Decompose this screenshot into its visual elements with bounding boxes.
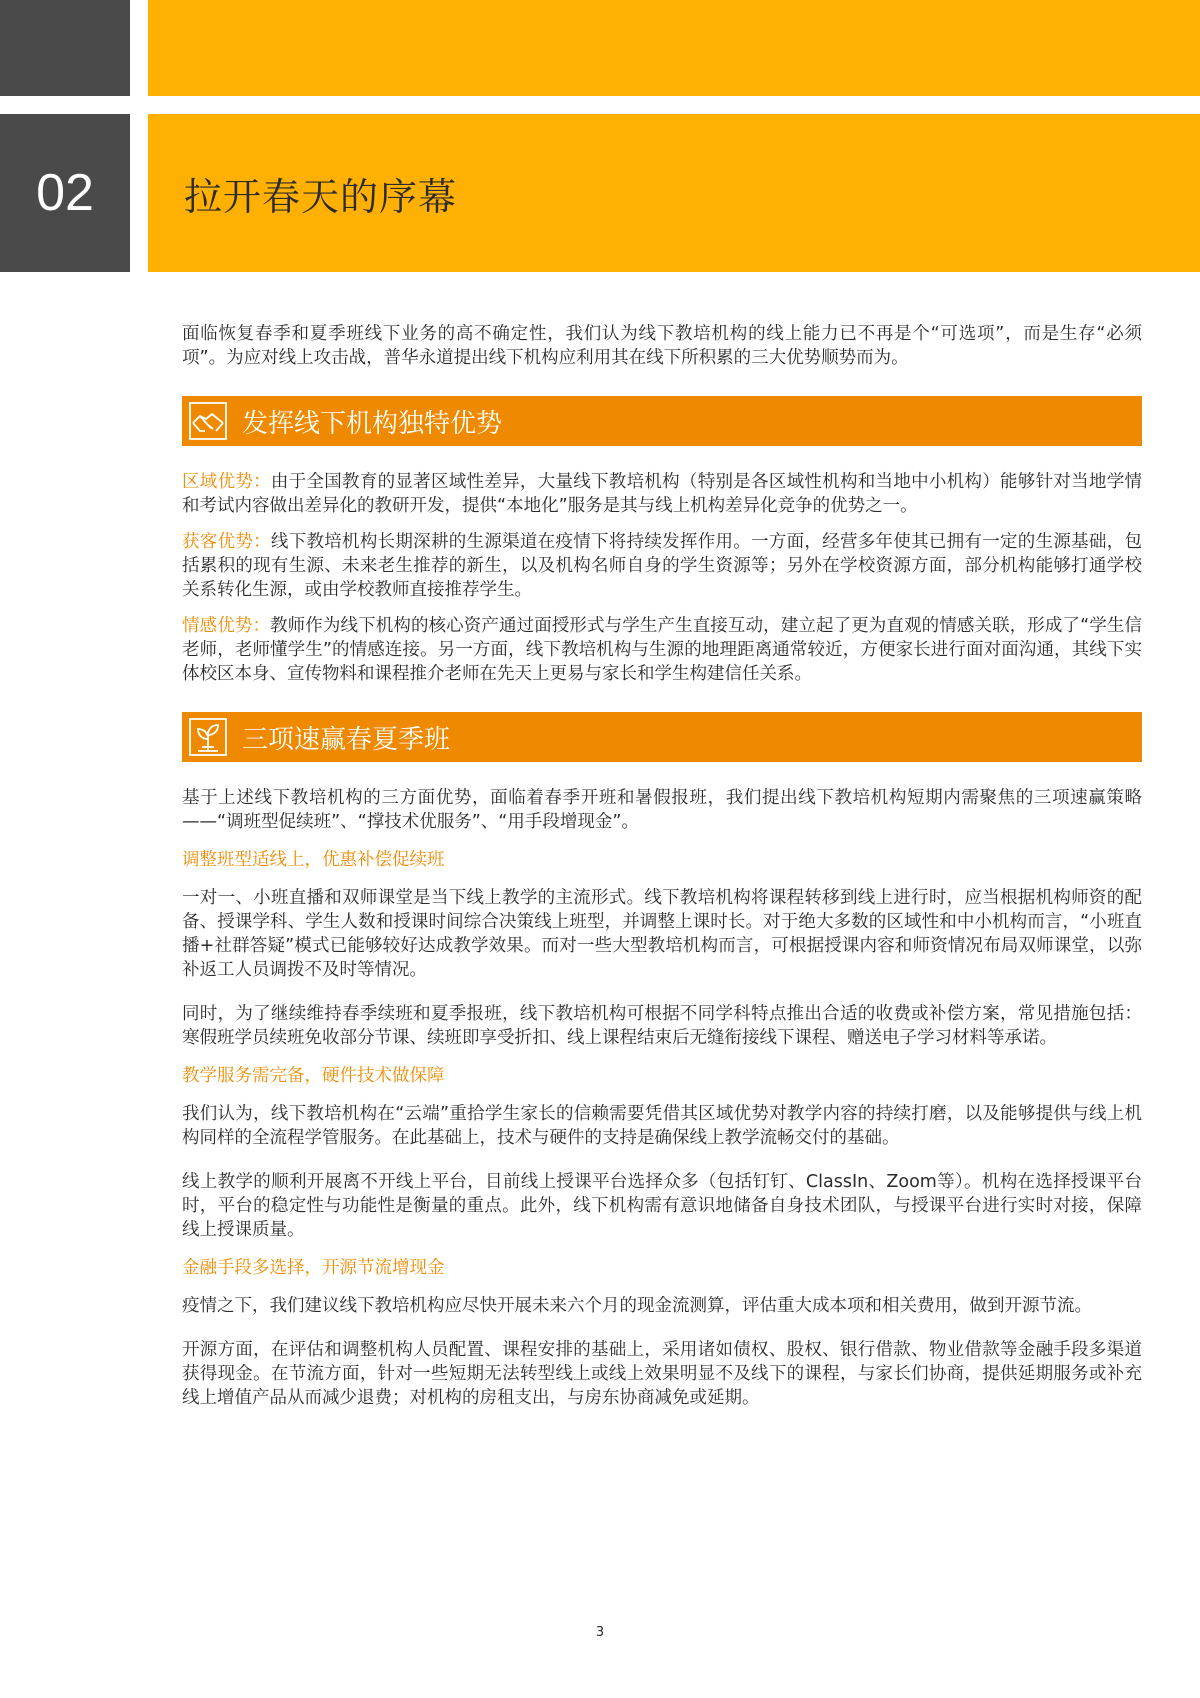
body-paragraph: 开源方面，在评估和调整机构人员配置、课程安排的基础上，采用诸如债权、股权、银行借款、物业借款等金融手段多渠道获得现金。在节流方面，针对一些短期无法转型线上或线上效果明显不及线下的课程，与家长们协商，提供延期服务或补充线上增值产品从而减少退费；对机构的房租支出，与房东协商减免或延期。 <box>182 1340 1142 1408</box>
advantage-label: 情感优势： <box>182 616 271 636</box>
header-dark-block-top <box>0 0 130 96</box>
header-yellow-band-top <box>148 0 1200 96</box>
body-paragraph: 同时，为了继续维持春季续班和夏季报班，线下教培机构可根据不同学科特点推出合适的收费或补偿方案，常见措施包括：寒假班学员续班免收部分节课、续班即享受折扣、线上课程结束后无缝衔接线下课程、赠送电子学习材料等承诺。 <box>182 1004 1142 1048</box>
advantage-text: 教师作为线下机构的核心资产通过面授形式与学生产生直接互动，建立起了更为直观的情感关联，形成了“学生信老师，老师懂学生”的情感连接。另一方面，线下教培机构与生源的地理距离通常较近，方便家长进行面对面沟通，其线下实体校区本身、宣传物料和课程推介老师在先天上更易与家长和学生构建信任关系。 <box>182 616 1143 684</box>
advantage-item-acquisition <box>182 530 1142 602</box>
advantage-label: 区域优势： <box>182 472 271 492</box>
advantage-item-region <box>182 470 1142 518</box>
handshake-icon <box>188 401 228 441</box>
advantage-item-emotion <box>182 614 1142 686</box>
subheading-teaching-service: 教学服务需完备，硬件技术做保障 <box>182 1066 445 1086</box>
body-paragraph: 一对一、小班直播和双师课堂是当下线上教学的主流形式。线下教培机构将课程转移到线上进行时，应当根据机构师资的配备、授课学科、学生人数和授课时间综合决策线上班型，并调整上课时长。对于绝大多数的区域性和中小机构而言，“小班直播+社群答疑”模式已能够较好达成教学效果。而对一些大型教培机构而言，可根据授课内容和师资情况布局双师课堂，以弥补返工人员调拨不及时等情况。 <box>182 888 1142 980</box>
advantage-text: 由于全国教育的显著区域性差异，大量线下教培机构（特别是各区域性机构和当地中小机构）能够针对当地学情和考试内容做出差异化的教研开发，提供“本地化”服务是其与线上机构差异化竞争的优势之一。 <box>182 472 1143 516</box>
intro-paragraph: 面临恢复春季和夏季班线下业务的高不确定性，我们认为线下教培机构的线上能力已不再是个“可选项”，而是生存“必须项”。为应对线上攻击战，普华永道提出线下机构应利用其在线下所积累的三大优势顺势而为。 <box>182 324 1142 368</box>
section-bar-offline-advantages <box>182 396 1142 446</box>
chapter-title: 拉开春天的序幕 <box>184 174 458 219</box>
body-paragraph: 疫情之下，我们建议线下教培机构应尽快开展未来六个月的现金流测算，评估重大成本项和相关费用，做到开源节流。 <box>182 1296 1092 1316</box>
section-title: 三项速赢春夏季班 <box>242 724 451 755</box>
sprout-icon <box>188 717 228 757</box>
page-number: 3 <box>595 1625 605 1640</box>
section-title: 发挥线下机构独特优势 <box>242 408 503 439</box>
section-bar-quick-wins <box>182 712 1142 762</box>
body-paragraph: 我们认为，线下教培机构在“云端”重拾学生家长的信赖需要凭借其区域优势对教学内容的持续打磨，以及能够提供与线上机构同样的全流程学管服务。在此基础上，技术与硬件的支持是确保线上教学流畅交付的基础。 <box>182 1104 1142 1148</box>
advantage-label: 获客优势： <box>182 532 271 552</box>
advantage-text: 线下教培机构长期深耕的生源渠道在疫情下将持续发挥作用。一方面，经营多年使其已拥有一定的生源基础，包括累积的现有生源、未来老生推荐的新生，以及机构名师自身的学生资源等；另外在学校资源方面，部分机构能够打通学校关系转化生源，或由学校教师直接推荐学生。 <box>182 532 1143 600</box>
chapter-number: 02 <box>36 164 94 222</box>
page-content <box>182 322 1142 1422</box>
subheading-financial-means: 金融手段多选择，开源节流增现金 <box>182 1258 445 1278</box>
strategy-intro: 基于上述线下教培机构的三方面优势，面临着春季开班和暑假报班，我们提出线下教培机构短期内需聚焦的三项速赢策略——“调班型促续班”、“撑技术优服务”、“用手段增现金”。 <box>182 788 1142 832</box>
body-paragraph: 线上教学的顺利开展离不开线上平台，目前线上授课平台选择众多（包括钉钉、ClassIn、Zoom等）。机构在选择授课平台时，平台的稳定性与功能性是衡量的重点。此外，线下机构需有意识地储备自身技术团队，与授课平台进行实时对接，保障线上授课质量。 <box>182 1172 1142 1240</box>
subheading-class-adjustment: 调整班型适线上，优惠补偿促续班 <box>182 850 445 870</box>
